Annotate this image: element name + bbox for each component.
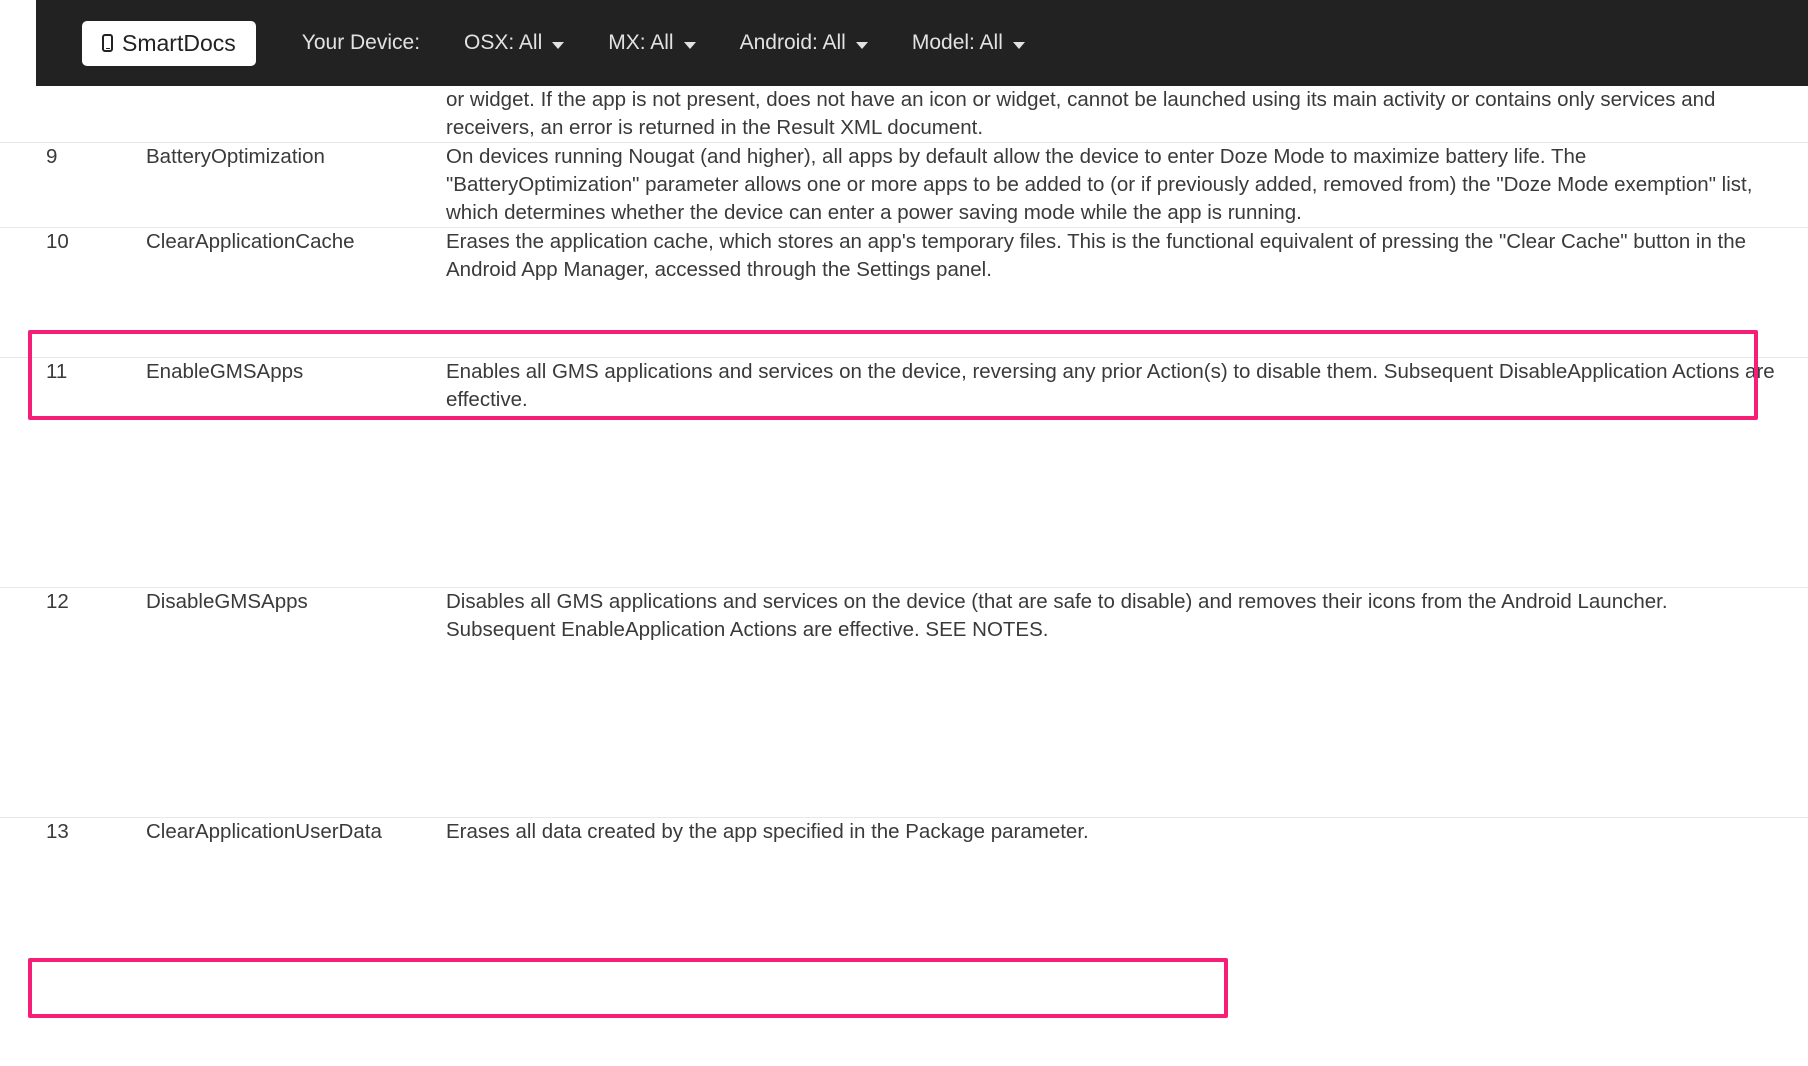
row-name: BatteryOptimization — [146, 145, 325, 169]
row-name: EnableGMSApps — [146, 360, 304, 384]
nav-menu-model-label: Model: All — [911, 31, 1003, 54]
table-row — [0, 228, 1808, 358]
nav-menu-android[interactable] — [740, 31, 868, 55]
row-name: ClearApplicationCache — [146, 230, 355, 254]
row-number-cell — [0, 143, 146, 228]
row-number: 11 — [46, 360, 68, 384]
row-description: Disables all GMS applications and services on the device (that are safe to disable) and removes their icons from the Android Launcher. Subsequent EnableApplication Actions are effective. SEE NOTES. — [446, 590, 1668, 642]
row-description-cell — [446, 818, 1808, 938]
chevron-down-icon — [552, 42, 564, 49]
row-number-cell — [0, 86, 146, 143]
row-name-cell — [146, 358, 446, 588]
row-description-cell — [446, 86, 1808, 143]
nav-menu-mx[interactable] — [608, 31, 695, 55]
row-description-cell — [446, 358, 1808, 588]
row-number: 13 — [46, 820, 69, 844]
nav-menu-android-label: Android: All — [739, 31, 846, 54]
row-number: 12 — [46, 590, 69, 614]
parameters-table-container[interactable] — [0, 86, 1808, 1066]
row-name-cell — [146, 588, 446, 818]
phone-icon — [102, 34, 113, 52]
row-number: 9 — [46, 145, 58, 169]
row-name: ClearApplicationUserData — [146, 820, 382, 844]
parameters-table — [0, 86, 1808, 938]
nav-menu-osx-label: OSX: All — [464, 31, 543, 54]
row-description-cell — [446, 588, 1808, 818]
nav-menu-model[interactable] — [912, 31, 1025, 55]
top-navigation-bar — [36, 0, 1808, 86]
row-number-cell — [0, 588, 146, 818]
chevron-down-icon — [684, 42, 696, 49]
table-row — [0, 143, 1808, 228]
row-name-cell — [146, 818, 446, 938]
row-description-cell — [446, 143, 1808, 228]
table-row — [0, 358, 1808, 588]
row-description: Erases the application cache, which stores an app's temporary files. This is the functional equivalent of pressing the "Clear Cache" button in the Android App Manager, accessed through the Settings panel. — [446, 230, 1747, 282]
your-device-label: Your Device: — [301, 31, 421, 54]
chevron-down-icon — [856, 42, 868, 49]
row-name-cell — [146, 86, 446, 143]
table-row — [0, 818, 1808, 938]
row-name: DisableGMSApps — [146, 590, 308, 614]
row-number-cell — [0, 358, 146, 588]
table-row — [0, 588, 1808, 818]
table-row — [0, 86, 1808, 143]
chevron-down-icon — [1013, 42, 1025, 49]
highlight-box-clear-application-user-data — [28, 958, 1228, 1018]
row-number-cell — [0, 228, 146, 358]
row-description-cell — [446, 228, 1808, 358]
row-description: Erases all data created by the app specified in the Package parameter. — [446, 820, 1089, 844]
row-description: On devices running Nougat (and higher), all apps by default allow the device to enter Doze Mode to maximize battery life. The "BatteryOptimization" parameter allows one or more apps to be added to (or if previously added, removed from) the "Doze Mode exemption" list, which determines whether the device can enter a power saving mode while the app is running. — [446, 145, 1753, 225]
brand-button[interactable] — [82, 21, 256, 66]
row-number-cell — [0, 818, 146, 938]
row-name-cell — [146, 228, 446, 358]
row-number: 10 — [46, 230, 69, 254]
nav-menu-osx[interactable] — [464, 31, 564, 55]
row-description: or widget. If the app is not present, does not have an icon or widget, cannot be launched using its main activity or contains only services and receivers, an error is returned in the Result XML document. — [446, 88, 1716, 140]
nav-menu-mx-label: MX: All — [608, 31, 674, 54]
brand-label: SmartDocs — [122, 29, 236, 56]
row-description: Enables all GMS applications and services on the device, reversing any prior Action(s) to disable them. Subsequent DisableApplication Actions are effective. — [446, 360, 1775, 412]
row-name-cell — [146, 143, 446, 228]
